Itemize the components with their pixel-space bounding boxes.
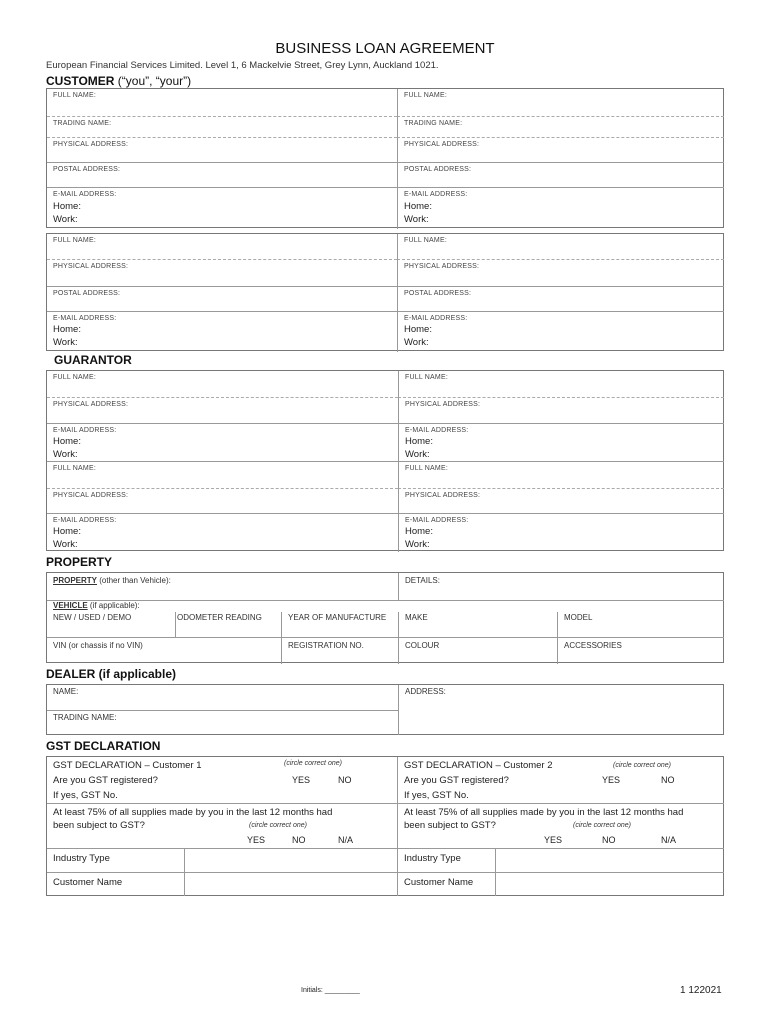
gst-grid xyxy=(46,756,724,896)
c1-registered-no[interactable]: NO xyxy=(338,775,352,785)
dealer-grid xyxy=(46,684,724,735)
odometer-reading[interactable]: ODOMETER READING xyxy=(175,612,281,637)
g1-email[interactable]: E-MAIL ADDRESS: Home: Work: xyxy=(47,423,398,461)
document-code: 1 122021 xyxy=(680,985,722,996)
property-details[interactable]: DETAILS: xyxy=(398,573,724,600)
c2-registered-no[interactable]: NO xyxy=(661,775,675,785)
gst-divider-2 xyxy=(398,803,724,804)
c3-postal-address[interactable]: POSTAL ADDRESS: xyxy=(47,286,397,311)
c1-registered-yes[interactable]: YES xyxy=(292,775,311,785)
c2-email[interactable]: E-MAIL ADDRESS: Home: Work: xyxy=(397,187,724,229)
g1-physical-address[interactable]: PHYSICAL ADDRESS: xyxy=(47,397,398,423)
c1-supplies-yes[interactable]: YES xyxy=(247,835,266,845)
c2-supplies-yes[interactable]: YES xyxy=(544,835,563,845)
registration-no[interactable]: REGISTRATION NO. xyxy=(281,637,398,664)
dealer-heading: DEALER (if applicable) xyxy=(46,667,177,681)
g3-full-name[interactable]: FULL NAME: xyxy=(47,461,398,488)
g3-email[interactable]: E-MAIL ADDRESS: Home: Work: xyxy=(47,513,398,552)
c1-full-name[interactable]: FULL NAME: xyxy=(53,92,96,99)
c1-industry-type-label: Industry Type xyxy=(47,848,184,872)
c1-physical-address[interactable]: PHYSICAL ADDRESS: xyxy=(47,137,397,162)
vin[interactable]: VIN (or chassis if no VIN) xyxy=(47,637,281,664)
model[interactable]: MODEL xyxy=(557,612,724,637)
c4-postal-address[interactable]: POSTAL ADDRESS: xyxy=(397,286,724,311)
g4-email[interactable]: E-MAIL ADDRESS: Home: Work: xyxy=(398,513,724,552)
customer-grid-2 xyxy=(46,233,724,351)
vehicle-section: VEHICLE (if applicable): xyxy=(47,600,724,612)
c2-industry-type-label: Industry Type xyxy=(397,848,495,872)
accessories[interactable]: ACCESSORIES xyxy=(557,637,724,664)
gst-customer-2: GST DECLARATION – Customer 2 (circle correct one) Are you GST registered? YES NO If yes, GST No. At least 75% of all supplies made by you in the last 12 months had been subject to GST? (circle correct one) YES NO N/A xyxy=(397,757,724,848)
customer-heading: CUSTOMER (“you”, “your”) xyxy=(46,74,192,88)
c4-full-name[interactable]: FULL NAME: xyxy=(397,234,724,259)
c1-trading-name[interactable]: TRADING NAME: xyxy=(47,116,397,137)
g2-full-name[interactable]: FULL NAME: xyxy=(398,371,724,397)
document-title: BUSINESS LOAN AGREEMENT xyxy=(275,40,495,57)
c2-customer-name-label: Customer Name xyxy=(397,872,495,896)
c2-physical-address[interactable]: PHYSICAL ADDRESS: xyxy=(397,137,724,162)
c1-customer-name-label: Customer Name xyxy=(47,872,184,896)
c2-supplies-na[interactable]: N/A xyxy=(661,835,677,845)
c3-email[interactable]: E-MAIL ADDRESS: Home: Work: xyxy=(47,311,397,352)
property-heading: PROPERTY xyxy=(46,555,113,569)
c1-industry-type-field[interactable] xyxy=(184,848,397,872)
g2-physical-address[interactable]: PHYSICAL ADDRESS: xyxy=(398,397,724,423)
property-other-than-vehicle[interactable]: PROPERTY (other than Vehicle): xyxy=(53,576,171,585)
c2-supplies-no[interactable]: NO xyxy=(602,835,616,845)
c2-full-name[interactable]: FULL NAME: xyxy=(397,89,724,116)
c1-customer-name-field[interactable] xyxy=(184,872,397,896)
c1-supplies-na[interactable]: N/A xyxy=(338,835,354,845)
c4-physical-address[interactable]: PHYSICAL ADDRESS: xyxy=(397,259,724,286)
c3-full-name[interactable]: FULL NAME: xyxy=(53,237,96,244)
c2-postal-address[interactable]: POSTAL ADDRESS: xyxy=(397,162,724,187)
c2-trading-name[interactable]: TRADING NAME: xyxy=(397,116,724,137)
dealer-trading-name[interactable]: TRADING NAME: xyxy=(47,710,398,735)
gst-customer-1: GST DECLARATION – Customer 1 (circle correct one) Are you GST registered? YES NO If yes, GST No. At least 75% of all supplies made by you in the last 12 months had been subject to GST? (circle correct one) YES NO N/A xyxy=(47,757,397,848)
c1-email[interactable]: E-MAIL ADDRESS: Home: Work: xyxy=(47,187,397,229)
c3-physical-address[interactable]: PHYSICAL ADDRESS: xyxy=(47,259,397,286)
c4-email[interactable]: E-MAIL ADDRESS: Home: Work: xyxy=(397,311,724,352)
g1-full-name[interactable]: FULL NAME: xyxy=(53,374,96,381)
property-grid xyxy=(46,572,724,663)
colour[interactable]: COLOUR xyxy=(398,637,557,664)
c1-supplies-no[interactable]: NO xyxy=(292,835,306,845)
year-of-manufacture[interactable]: YEAR OF MANUFACTURE xyxy=(281,612,398,637)
c2-industry-type-field[interactable] xyxy=(495,848,724,872)
c2-registered-yes[interactable]: YES xyxy=(602,775,621,785)
c2-customer-name-field[interactable] xyxy=(495,872,724,896)
gst-heading: GST DECLARATION xyxy=(46,739,161,753)
g4-full-name[interactable]: FULL NAME: xyxy=(398,461,724,488)
c1-postal-address[interactable]: POSTAL ADDRESS: xyxy=(47,162,397,187)
dealer-address[interactable]: ADDRESS: xyxy=(398,685,724,735)
make[interactable]: MAKE xyxy=(398,612,557,637)
dealer-name[interactable]: NAME: xyxy=(53,687,79,696)
customer-grid-1 xyxy=(46,88,724,228)
initials-line[interactable]: Initials: _________ xyxy=(301,987,360,994)
lender-address: European Financial Services Limited. Level 1, 6 Mackelvie Street, Grey Lynn, Auckland 1021. xyxy=(46,60,439,71)
g4-physical-address[interactable]: PHYSICAL ADDRESS: xyxy=(398,488,724,513)
gst-divider-1 xyxy=(47,803,397,804)
g2-email[interactable]: E-MAIL ADDRESS: Home: Work: xyxy=(398,423,724,461)
new-used-demo[interactable]: NEW / USED / DEMO xyxy=(53,613,132,622)
guarantor-heading: GUARANTOR xyxy=(54,353,132,367)
guarantor-grid xyxy=(46,370,724,551)
g3-physical-address[interactable]: PHYSICAL ADDRESS: xyxy=(47,488,398,513)
